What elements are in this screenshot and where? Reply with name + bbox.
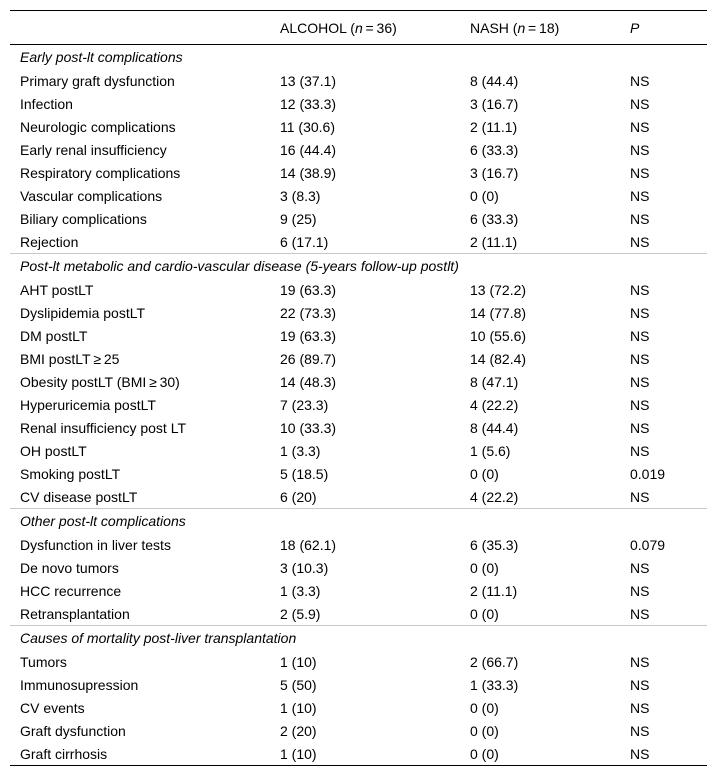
table-row — [10, 650, 707, 673]
cell-p-value: NS — [630, 233, 650, 250]
cell-alcohol: 3 (10.3) — [280, 559, 329, 576]
complications-table-container — [10, 10, 707, 766]
cell-variable: Infection — [20, 95, 73, 112]
table-row — [10, 462, 707, 485]
table-row — [10, 393, 707, 416]
cell-variable: Primary graft dysfunction — [20, 72, 175, 89]
table-row — [10, 278, 707, 301]
cell-p-value: NS — [630, 304, 650, 321]
cell-alcohol: 1 (10) — [280, 699, 317, 716]
cell-alcohol: 5 (50) — [280, 676, 317, 693]
cell-alcohol: 6 (17.1) — [280, 233, 329, 250]
cell-nash: 0 (0) — [470, 465, 499, 482]
cell-p-value: NS — [630, 582, 650, 599]
cell-nash: 0 (0) — [470, 605, 499, 622]
table-row — [10, 673, 707, 696]
cell-p-value: NS — [630, 164, 650, 181]
cell-nash: 4 (22.2) — [470, 396, 519, 413]
cell-alcohol: 19 (63.3) — [280, 327, 337, 344]
cell-nash: 2 (11.1) — [470, 582, 518, 599]
table-row — [10, 485, 707, 509]
cell-nash: 13 (72.2) — [470, 281, 527, 298]
cell-p-value: NS — [630, 396, 650, 413]
header-variable — [10, 11, 270, 45]
cell-variable: Rejection — [20, 233, 79, 250]
cell-alcohol: 1 (10) — [270, 742, 460, 766]
cell-variable: AHT postLT — [20, 281, 94, 298]
cell-p-value: NS — [630, 281, 650, 298]
cell-variable: Tumors — [20, 653, 67, 670]
table-row — [10, 719, 707, 742]
table-row — [10, 184, 707, 207]
cell-p-value: NS — [630, 373, 650, 390]
cell-p-value: NS — [630, 559, 650, 576]
cell-variable: Neurologic complications — [20, 118, 176, 135]
table-row — [10, 301, 707, 324]
cell-p-value: NS — [630, 72, 650, 89]
cell-variable: Graft cirrhosis — [10, 742, 270, 766]
cell-variable: DM postLT — [20, 327, 88, 344]
cell-alcohol: 1 (10) — [280, 653, 317, 670]
section-title: Other post-lt complications — [10, 509, 707, 534]
table-row — [10, 161, 707, 184]
cell-variable: Biliary complications — [20, 210, 147, 227]
cell-p-value: NS — [630, 327, 650, 344]
cell-variable: Graft dysfunction — [20, 722, 126, 739]
header-nash — [460, 11, 620, 45]
cell-nash: 0 (0) — [470, 722, 499, 739]
cell-alcohol: 13 (37.1) — [280, 72, 337, 89]
cell-alcohol: 7 (23.3) — [280, 396, 329, 413]
table-row — [10, 230, 707, 254]
cell-p-value: NS — [630, 488, 650, 505]
cell-nash: 3 (16.7) — [470, 95, 519, 112]
cell-variable: Renal insufficiency post LT — [20, 419, 187, 436]
header-alcohol — [270, 11, 460, 45]
cell-p-value: NS — [630, 118, 650, 135]
header-alcohol-n: n — [354, 19, 363, 36]
table-row — [10, 556, 707, 579]
header-p-value: P — [620, 11, 707, 45]
table-row — [10, 138, 707, 161]
section-header-row — [10, 254, 707, 279]
cell-variable: CV disease postLT — [20, 488, 138, 505]
cell-nash: 6 (35.3) — [470, 536, 519, 553]
header-alcohol-suffix: = 36) — [362, 19, 397, 36]
cell-variable: Obesity postLT (BMI ≥ 30) — [20, 373, 180, 390]
table-header — [10, 11, 707, 45]
cell-p-value: NS — [630, 419, 650, 436]
table-row — [10, 696, 707, 719]
table-row — [10, 324, 707, 347]
cell-alcohol: 6 (20) — [280, 488, 317, 505]
cell-variable: Respiratory complications — [20, 164, 181, 181]
section-title: Early post-lt complications — [20, 49, 183, 65]
complications-table — [10, 10, 707, 766]
cell-p-value: NS — [630, 722, 650, 739]
section-header-row — [10, 45, 707, 70]
cell-p-value: NS — [620, 742, 707, 766]
cell-nash: 14 (77.8) — [470, 304, 527, 321]
cell-nash: 0 (0) — [470, 559, 499, 576]
table-row — [10, 416, 707, 439]
cell-p-value: NS — [630, 653, 650, 670]
cell-p-value: NS — [630, 605, 650, 622]
cell-alcohol: 14 (38.9) — [280, 164, 337, 181]
cell-p-value: NS — [630, 141, 650, 158]
cell-nash: 1 (33.3) — [470, 676, 519, 693]
header-alcohol-prefix: ALCOHOL ( — [280, 19, 355, 36]
cell-alcohol: 19 (63.3) — [280, 281, 337, 298]
cell-variable: Vascular complications — [20, 187, 163, 204]
cell-alcohol: 18 (62.1) — [280, 536, 337, 553]
table-row — [10, 92, 707, 115]
table-row — [10, 742, 707, 766]
cell-nash: 8 (44.4) — [470, 419, 519, 436]
cell-p-value: NS — [630, 676, 650, 693]
table-row — [10, 347, 707, 370]
section-header-row — [10, 626, 707, 651]
cell-nash: 8 (44.4) — [470, 72, 519, 89]
cell-p-value: NS — [630, 442, 650, 459]
cell-nash: 0 (0) — [470, 699, 499, 716]
cell-alcohol: 2 (5.9) — [280, 605, 321, 622]
cell-variable: Early renal insufficiency — [20, 141, 167, 158]
cell-alcohol: 12 (33.3) — [280, 95, 337, 112]
cell-variable: De novo tumors — [20, 559, 119, 576]
cell-nash: 14 (82.4) — [470, 350, 527, 367]
table-row — [10, 370, 707, 393]
cell-nash: 6 (33.3) — [470, 141, 519, 158]
table-row — [10, 533, 707, 556]
cell-variable: BMI postLT ≥ 25 — [20, 350, 120, 367]
table-row — [10, 115, 707, 138]
cell-alcohol: 3 (8.3) — [280, 187, 321, 204]
cell-nash: 10 (55.6) — [470, 327, 527, 344]
cell-alcohol: 5 (18.5) — [280, 465, 329, 482]
cell-nash: 1 (5.6) — [470, 442, 511, 459]
cell-variable: Dyslipidemia postLT — [20, 304, 146, 321]
cell-nash: 8 (47.1) — [470, 373, 519, 390]
header-nash-n: n — [517, 19, 526, 36]
cell-alcohol: 16 (44.4) — [280, 141, 337, 158]
table-body — [10, 45, 707, 766]
cell-variable: Retransplantation — [20, 605, 130, 622]
cell-variable: Hyperuricemia postLT — [20, 396, 156, 413]
cell-alcohol: 2 (20) — [280, 722, 317, 739]
cell-nash: 2 (11.1) — [470, 233, 518, 250]
section-title: Post-lt metabolic and cardio-vascular disease (5-years follow-up postlt) — [10, 254, 707, 279]
cell-variable: Immunosupression — [20, 676, 139, 693]
cell-p-value: 0.079 — [630, 536, 666, 553]
cell-alcohol: 10 (33.3) — [280, 419, 337, 436]
table-row — [10, 439, 707, 462]
cell-variable: HCC recurrence — [20, 582, 122, 599]
cell-alcohol: 9 (25) — [280, 210, 317, 227]
cell-alcohol: 1 (3.3) — [280, 582, 321, 599]
cell-nash: 0 (0) — [460, 742, 620, 766]
cell-nash: 2 (11.1) — [470, 118, 518, 135]
cell-variable: CV events — [20, 699, 85, 716]
cell-variable: OH postLT — [20, 442, 87, 459]
table-row — [10, 602, 707, 626]
cell-alcohol: 11 (30.6) — [280, 118, 335, 135]
cell-variable: Dysfunction in liver tests — [20, 536, 171, 553]
cell-p-value: NS — [630, 210, 650, 227]
cell-nash: 2 (66.7) — [470, 653, 519, 670]
table-row — [10, 207, 707, 230]
header-row — [10, 11, 707, 45]
cell-nash: 3 (16.7) — [470, 164, 519, 181]
cell-variable: Smoking postLT — [20, 465, 121, 482]
cell-alcohol: 14 (48.3) — [280, 373, 337, 390]
table-row — [10, 69, 707, 92]
header-nash-suffix: = 18) — [525, 19, 560, 36]
cell-p-value: NS — [630, 187, 650, 204]
cell-p-value: 0.019 — [630, 465, 666, 482]
cell-alcohol: 22 (73.3) — [280, 304, 337, 321]
cell-nash: 6 (33.3) — [470, 210, 519, 227]
header-nash-prefix: NASH ( — [470, 19, 518, 36]
cell-p-value: NS — [630, 95, 650, 112]
cell-alcohol: 1 (3.3) — [280, 442, 321, 459]
section-title: Causes of mortality post-liver transplantation — [10, 626, 707, 651]
cell-p-value: NS — [630, 699, 650, 716]
cell-nash: 0 (0) — [470, 187, 499, 204]
table-row — [10, 579, 707, 602]
cell-p-value: NS — [630, 350, 650, 367]
cell-nash: 4 (22.2) — [470, 488, 519, 505]
cell-alcohol: 26 (89.7) — [280, 350, 337, 367]
section-header-row — [10, 509, 707, 534]
